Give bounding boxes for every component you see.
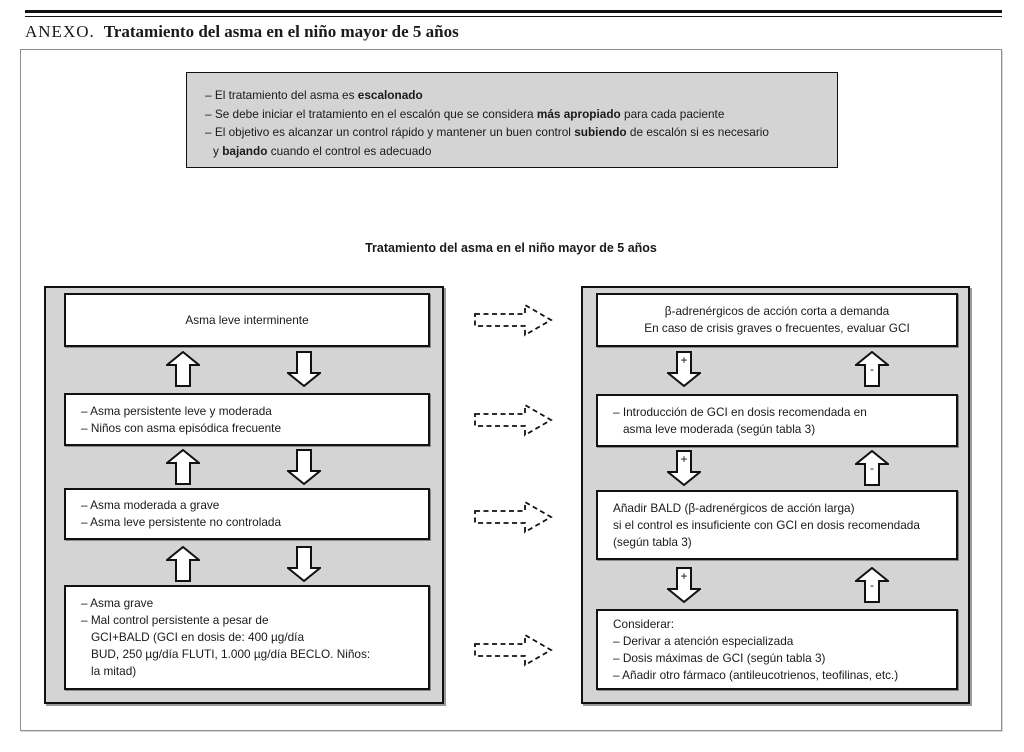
severity-box-3: – Asma moderada a grave – Asma leve persistente no controlada [64, 488, 430, 540]
top-rule-thin [25, 16, 1002, 17]
arrow-up-icon [166, 546, 200, 582]
minus-sign: - [870, 461, 874, 475]
arrow-up-icon [166, 351, 200, 387]
top-rule-thick [25, 10, 1002, 13]
page-header [25, 22, 459, 42]
treatment-box-1: β-adrenérgicos de acción corta a demanda En caso de crisis graves o frecuentes, evaluar GCI [596, 293, 958, 347]
arrow-down-icon [287, 351, 321, 387]
arrow-up-minus-icon [855, 567, 889, 603]
treatment-panel [581, 286, 970, 704]
arrow-up-minus-icon [855, 450, 889, 486]
severity-box-4: – Asma grave – Mal control persistente a pesar de GCI+BALD (GCI en dosis de: 400 µg/día BUD, 250 µg/día FLUTI, 1.000 µg/día BECLO. Niños: la mitad) [64, 585, 430, 690]
arrow-down-icon [287, 449, 321, 485]
page-title: Tratamiento del asma en el niño mayor de 5 años [103, 22, 459, 41]
treatment-box-4: Considerar: – Derivar a atención especializada – Dosis máximas de GCI (según tabla 3) – Añadir otro fármaco (antileucotrienos, teofilinas, etc.) [596, 609, 958, 690]
plus-sign: + [680, 452, 688, 466]
dashed-right-arrow-icon [473, 303, 553, 337]
treatment-box-2: – Introducción de GCI en dosis recomendada en asma leve moderada (según tabla 3) [596, 394, 958, 447]
plus-sign: + [680, 569, 688, 583]
severity-box-2: – Asma persistente leve y moderada – Niños con asma episódica frecuente [64, 393, 430, 446]
annex-label: ANEXO. [25, 22, 95, 41]
plus-sign: + [680, 353, 688, 367]
arrow-down-plus-icon [667, 351, 701, 387]
dashed-right-arrow-icon [473, 500, 553, 534]
arrow-up-minus-icon [855, 351, 889, 387]
minus-sign: - [870, 578, 874, 592]
dashed-right-arrow-icon [473, 403, 553, 437]
arrow-down-plus-icon [667, 450, 701, 486]
intro-note: – El tratamiento del asma es escalonado – Se debe iniciar el tratamiento en el escalón que se considera más apropiado para cada paciente – El objetivo es alcanzar un control rápido y mantener un buen control subiendo de escalón si es necesario y bajando cuando el control es adecuado [186, 72, 838, 168]
severity-panel [44, 286, 444, 704]
dashed-right-arrow-icon [473, 633, 553, 667]
arrow-down-icon [287, 546, 321, 582]
treatment-box-3: Añadir BALD (β-adrenérgicos de acción larga) si el control es insuficiente con GCI en dosis recomendada (según tabla 3) [596, 490, 958, 560]
arrow-up-icon [166, 449, 200, 485]
diagram-title: Tratamiento del asma en el niño mayor de 5 años [365, 241, 657, 255]
arrow-down-plus-icon [667, 567, 701, 603]
severity-box-1: Asma leve interminente [64, 293, 430, 347]
minus-sign: - [870, 362, 874, 376]
